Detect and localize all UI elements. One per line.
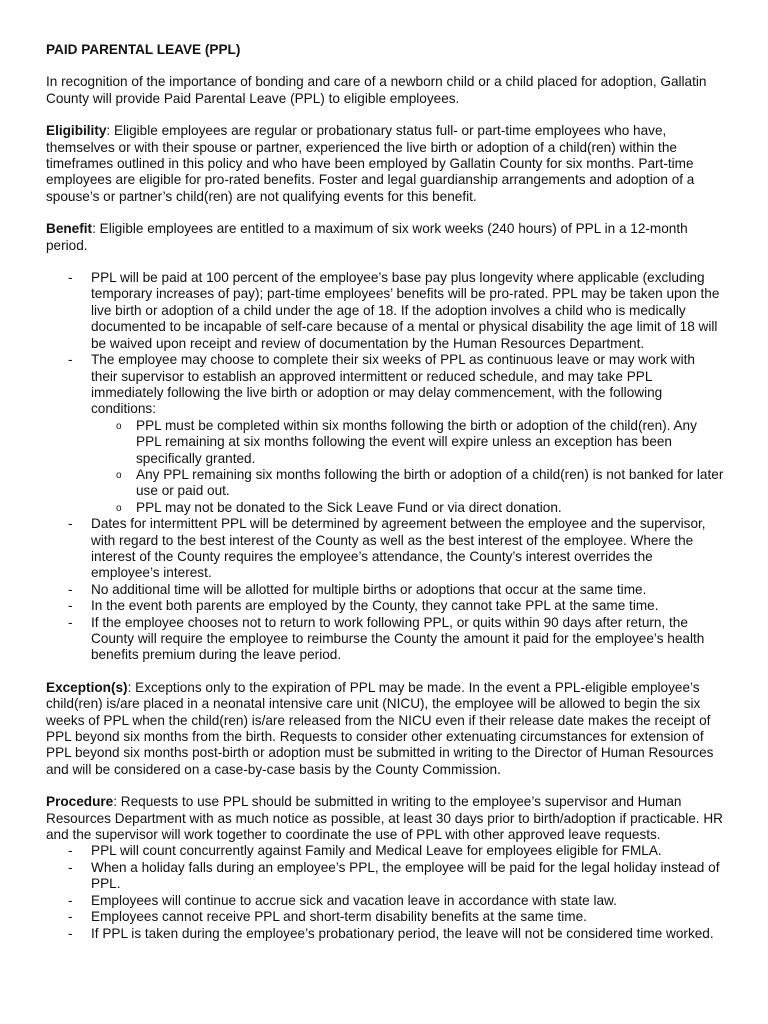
benefit-label: Benefit xyxy=(46,221,93,237)
list-item: - If the employee chooses not to return to work following PPL, or quits within 90 days after return, the County will require the employee to reimburse the County the amount it paid for the employee’s health benefits premium during the leave period. xyxy=(46,615,724,664)
condition-item: o PPL must be completed within six months following the birth or adoption of the child(ren). Any PPL remaining at six months following the event will expire unless an exception has been specifically granted. xyxy=(91,418,724,467)
benefit-text: : Eligible employees are entitled to a maximum of six work weeks (240 hours) of PPL in a 12-month period. xyxy=(46,221,688,253)
list-item: - Dates for intermittent PPL will be determined by agreement between the employee and the supervisor, with regard to the best interest of the County as well as the best interest of the employee. Where the interest of the County requires the employee’s attendance, the County’s interest overrides the employee’s interest. xyxy=(46,516,724,582)
exceptions-label: Exception(s) xyxy=(46,679,128,695)
conditions-list xyxy=(91,418,724,516)
list-item: - Employees will continue to accrue sick and vacation leave in accordance with state law. xyxy=(46,893,724,909)
list-item-text: The employee may choose to complete their six weeks of PPL as continuous leave or may work with their supervisor to establish an approved intermittent or reduced schedule, and may take PPL immediately following the live birth or adoption or may delay commencement, with the following conditions: xyxy=(91,352,695,417)
eligibility-label: Eligibility xyxy=(46,123,107,139)
list-item: - PPL will be paid at 100 percent of the employee’s base pay plus longevity where applicable (excluding temporary increases of pay); part-time employees’ benefits will be pro-rated. PPL may be taken upon the live birth or adoption of a child under the age of 18. If the adoption involves a child who is medically documented to be incapable of self-care because of a mental or physical disability the age limit of 18 will be waived upon receipt and review of documentation by the Human Resources Department. xyxy=(46,270,724,352)
list-item: - Employees cannot receive PPL and short-term disability benefits at the same time. xyxy=(46,909,724,925)
list-item: - No additional time will be allotted for multiple births or adoptions that occur at the same time. xyxy=(46,582,724,598)
eligibility-section xyxy=(46,123,724,205)
benefit-list xyxy=(46,270,724,664)
page-title: PAID PARENTAL LEAVE (PPL) xyxy=(46,42,241,57)
condition-item: o PPL may not be donated to the Sick Leave Fund or via direct donation. xyxy=(91,500,724,516)
list-item: - PPL will count concurrently against Family and Medical Leave for employees eligible for FMLA. xyxy=(46,843,724,859)
benefit-section xyxy=(46,221,724,254)
exceptions-section xyxy=(46,680,724,778)
procedure-label: Procedure xyxy=(46,794,114,810)
procedure-text: : Requests to use PPL should be submitted in writing to the employee’s supervisor and Human Resources Department with as much notice as possible, at least 30 days prior to birth/adoption if practicable. HR and the supervisor will work together to coordinate the use of PPL with other approved leave requests. xyxy=(46,794,723,843)
procedure-list xyxy=(46,843,724,941)
list-item: - In the event both parents are employed by the County, they cannot take PPL at the same time. xyxy=(46,598,724,614)
list-item: - When a holiday falls during an employee’s PPL, the employee will be paid for the legal holiday instead of PPL. xyxy=(46,860,724,893)
procedure-section xyxy=(46,794,724,843)
condition-item: o Any PPL remaining six months following the birth or adoption of a child(ren) is not banked for later use or paid out. xyxy=(91,467,724,500)
list-item xyxy=(46,352,724,516)
eligibility-text: : Eligible employees are regular or probationary status full- or part-time employees who have, themselves or with their spouse or partner, experienced the live birth or adoption of a child(ren) within the timeframes outlined in this policy and who have been employed by Gallatin County for six months. Part-time employees are eligible for pro-rated benefits. Foster and legal guardianship arrangements and adoption of a spouse’s or partner’s child(ren) are not qualifying events for this benefit. xyxy=(46,123,695,204)
list-item: - If PPL is taken during the employee’s probationary period, the leave will not be considered time worked. xyxy=(46,926,724,942)
exceptions-text: : Exceptions only to the expiration of PPL may be made. In the event a PPL-eligible employee’s child(ren) is/are placed in a neonatal intensive care unit (NICU), the employee will be allowed to begin the six weeks of PPL when the child(ren) is/are released from the NICU even if their release date makes the receipt of PPL beyond six months from the birth. Requests to consider other extenuating circumstances for extension of PPL beyond six months post-birth or adoption must be submitted in writing to the Director of Human Resources and will be considered on a case-by-case basis by the County Commission. xyxy=(46,679,714,777)
intro-paragraph: In recognition of the importance of bonding and care of a newborn child or a child placed for adoption, Gallatin County will provide Paid Parental Leave (PPL) to eligible employees. xyxy=(46,74,707,106)
